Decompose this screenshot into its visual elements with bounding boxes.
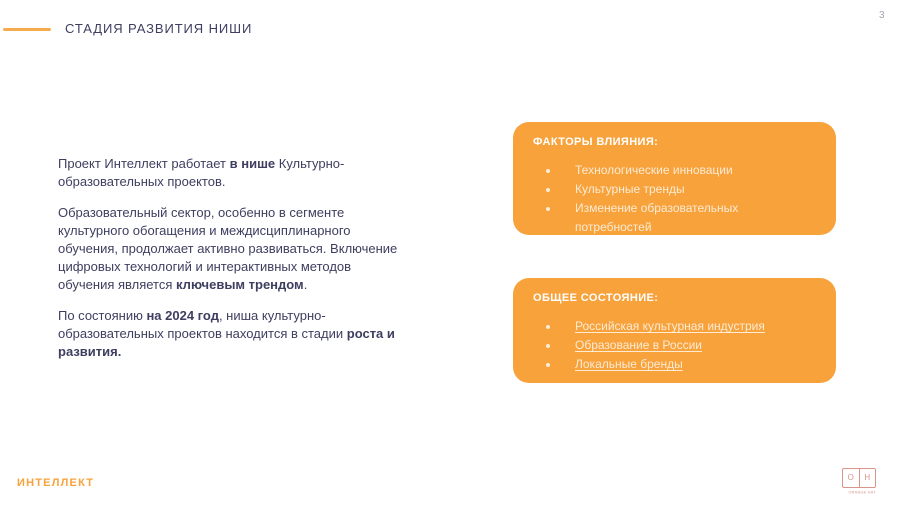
text: . (303, 277, 308, 292)
factors-list (533, 161, 820, 237)
state-link[interactable]: Локальные бренды (575, 357, 683, 371)
logo-box-icon (842, 468, 876, 488)
logo-caption: ORANGE HAT (848, 491, 876, 495)
text: , ниша культурно-образовательных проектов находится в стадии (58, 308, 347, 341)
page-title: СТАДИЯ РАЗВИТИЯ НИШИ (65, 21, 253, 36)
text: Проект Интеллект работает (58, 156, 230, 171)
list-item (533, 336, 820, 355)
bullet-dot-icon (546, 325, 550, 329)
factors-box (513, 122, 836, 235)
bullet-dot-icon (546, 188, 550, 192)
paragraph (58, 307, 398, 361)
orange-hat-logo (842, 468, 876, 497)
text: Культурно-образовательных проектов. (58, 156, 345, 189)
state-list (533, 317, 820, 374)
header-dash (3, 28, 51, 31)
text: Образовательный сектор, особенно в сегменте культурного обогащения и междисциплинарного обучения, продолжает активно развиваться. Включение цифровых технологий и интерактивных методов обучения является (58, 205, 398, 292)
logo-h-icon: H (864, 473, 871, 482)
bold-text: в нише (229, 156, 276, 171)
state-link[interactable]: Российская культурная индустрия (575, 319, 765, 333)
bullet-dot-icon (546, 169, 550, 173)
paragraph (58, 204, 398, 294)
bullet-dot-icon (546, 344, 550, 348)
state-link[interactable]: Образование в России (575, 338, 702, 352)
bullet-dot-icon (546, 363, 550, 367)
text: По состоянию (58, 308, 147, 323)
factor-label: Технологические инновации (575, 163, 733, 177)
bold-text: ключевым трендом (176, 277, 304, 292)
page-number: 3 (879, 10, 885, 21)
logo-o-icon: O (843, 469, 860, 487)
brand-logo: ИНТЕЛЛЕКТ (17, 477, 95, 489)
list-item (533, 355, 820, 374)
body-text (58, 155, 398, 374)
paragraph (58, 155, 398, 191)
bullet-dot-icon (546, 207, 550, 211)
factor-label: Культурные тренды (575, 182, 685, 196)
list-item (533, 199, 820, 237)
list-item (533, 161, 820, 180)
list-item (533, 317, 820, 336)
factors-box-title: ФАКТОРЫ ВЛИЯНИЯ: (533, 136, 659, 148)
state-box (513, 278, 836, 383)
factor-label: Изменение образовательных потребностей (575, 201, 739, 234)
list-item (533, 180, 820, 199)
bold-text: роста и развития. (58, 326, 395, 359)
state-box-title: ОБЩЕЕ СОСТОЯНИЕ: (533, 292, 659, 304)
bold-text: на 2024 год (146, 308, 219, 323)
